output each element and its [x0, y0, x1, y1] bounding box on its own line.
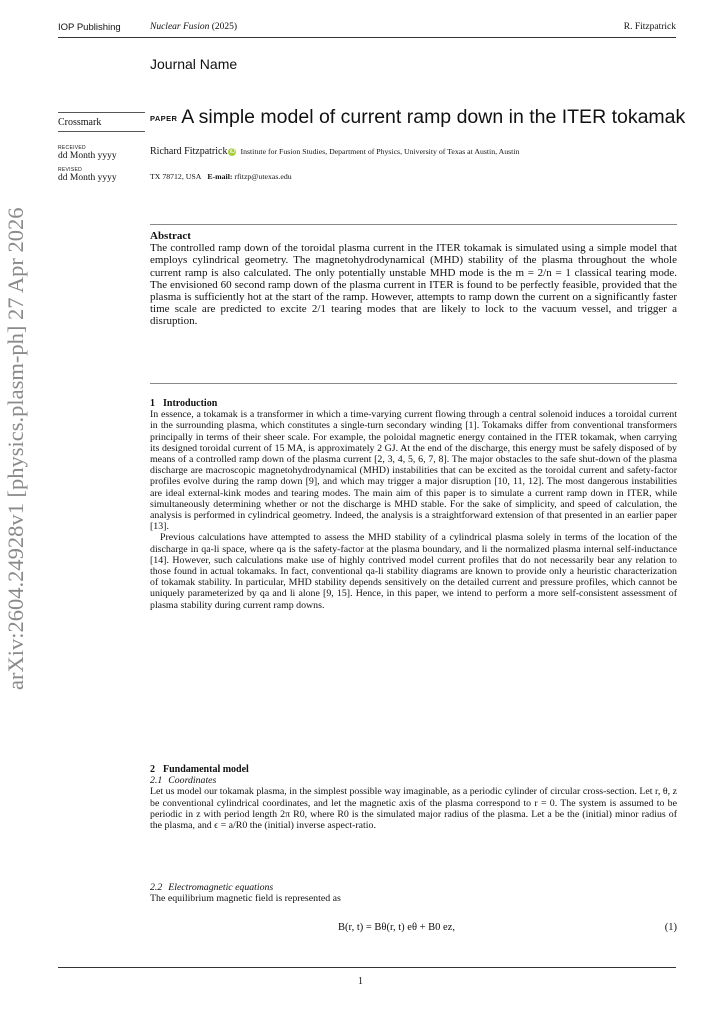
revised-date-block: [58, 168, 117, 183]
subsection-title: Electromagnetic equations: [168, 882, 274, 893]
publisher-name: IOP Publishing: [58, 22, 121, 33]
paper-title: A simple model of current ramp down in the ITER tokamak: [181, 106, 686, 128]
journal-name-text: Nuclear Fusion: [150, 22, 210, 32]
section-title: Introduction: [163, 398, 218, 409]
author-address: TX 78712, USA: [150, 172, 202, 181]
journal-title: [150, 22, 237, 32]
margin-rule-crossmark: [58, 131, 145, 132]
title-block: [150, 106, 690, 129]
equation-number: (1): [664, 922, 677, 933]
subsection-electromagnetic: [150, 882, 677, 904]
revised-date: dd Month yyyy: [58, 173, 117, 183]
section-fundamental-model: [150, 764, 677, 831]
running-header: [58, 22, 676, 36]
crossmark-link[interactable]: Crossmark: [58, 117, 102, 128]
author-email[interactable]: rfitzp@utexas.edu: [234, 172, 292, 181]
abstract-rule-bottom: [150, 383, 677, 384]
received-date-block: [58, 146, 117, 161]
abstract: [150, 230, 677, 328]
running-author: R. Fitzpatrick: [623, 22, 676, 32]
paragraph: Let us model our tokamak plasma, in the simplest possible way imaginable, as a periodic cylinder of circular cross-section. Let r, θ, z be conventional cylindrical coordinates, and let the magnetic axis of the plasma correspond to r = 0. The system is assumed to be periodic in z with period length 2π R0, where R0 is the simulated major radius of the plasma. Let a be the (initial) minor radius of the plasma, and ϵ = a/R0 the (initial) inverse aspect-ratio.: [150, 786, 677, 832]
author-name: Richard Fitzpatrick: [150, 146, 228, 157]
margin-rule-top: [58, 112, 145, 113]
received-date: dd Month yyyy: [58, 151, 117, 161]
paragraph: Previous calculations have attempted to assess the MHD stability of a cylindrical plasma solely in terms of the location of the discharge in qa-li space, where qa is the safety-factor at the plasma boundary, and li the normalized plasma internal self-inductance [14]. However, such calculations make use of highly contrived model current profiles that do not necessarily bear any relation to those found in actual tokamaks. In fact, conventional qa-li stability diagrams are known to provide only a heuristic characterization of tokamak stability. In particular, MHD stability depends sensitively on the detailed current and pressure profiles, which cannot be uniquely parameterized by qa and li alone [9, 15]. Hence, in this paper, we intend to perform a more self-consistent assessment of plasma stability during current ramp downs.: [150, 532, 677, 611]
arxiv-stamp-region: [3, 207, 34, 690]
section-heading: [150, 764, 677, 775]
subsection-title: Coordinates: [168, 775, 217, 787]
section-heading: [150, 398, 677, 409]
received-label: RECEIVED: [58, 145, 86, 151]
equation-body: B(r, t) = Bθ(r, t) eθ + B0 ez,: [338, 922, 455, 933]
section-number: 1: [150, 398, 155, 409]
subsection-heading: [150, 882, 677, 893]
author-line: [150, 146, 690, 157]
journal-year: (2025): [211, 22, 238, 32]
abstract-heading: Abstract: [150, 230, 191, 242]
affiliation-continued: [150, 172, 292, 181]
section-introduction: [150, 398, 677, 611]
email-label: E-mail:: [207, 172, 233, 181]
paragraph: The equilibrium magnetic field is represented as: [150, 893, 341, 905]
abstract-rule-top: [150, 224, 677, 225]
equation-1: [150, 922, 677, 936]
arxiv-identifier[interactable]: arXiv:2604.24928v1 [physics.plasm-ph] 27 Apr 2026: [3, 207, 28, 690]
subsection-number: 2.2: [150, 882, 163, 893]
orcid-icon[interactable]: iD: [229, 149, 236, 155]
revised-label: REVISED: [58, 167, 83, 173]
paper-type-tag: PAPER: [150, 114, 178, 123]
abstract-text: The controlled ramp down of the toroidal plasma current in the ITER tokamak is simulated using a simple model that employs cylindrical geometry. The magnetohydrodynamical (MHD) stability of the plasma throughout the whole current ramp is also calculated. The only potentially unstable MHD mode is the m = 2/n = 1 classical tearing mode. The envisioned 60 second ramp down of the plasma current in ITER is found to be perfectly feasible, provided that the plasma is sufficiently hot at the start of the ramp. However, attempts to ramp down the current on a significantly faster time scale are predicted to excite 2/1 tearing modes that are likely to lock to the vacuum vessel, and trigger a disruption.: [150, 242, 677, 328]
subsection-number: 2.1: [150, 775, 163, 787]
paragraph: In essence, a tokamak is a transformer in which a time-varying current flowing through a central solenoid induces a toroidal current in the surrounding plasma, which constitutes a single-turn secondary winding [1]. Tokamaks differ from conventional transformers principally in terms of their sheer scale. For example, the poloidal magnetic energy contained in the ITER tokamak, when carrying its designed toroidal current of 15 MA, is approximately 2 GJ. At the end of the discharge, this energy must be safely disposed of by means of a controlled ramp down of the plasma current [2, 3, 4, 5, 6, 7, 8]. The major obstacles to the safe shut-down of the plasma discharge are macroscopic magnetohydrodynamical (MHD) instabilities that can be excited as the toroidal current and safety-factor profiles evolve during the ramp down [9], and which may trigger a major disruption [10, 11, 12]. The most dangerous instabilities are ideal external-kink modes and tearing modes. The main aim of this paper is to simulate a current ramp down in ITER, while simultaneously determining whether or not the discharge is MHD stable. For the sake of simplicity, and speed of calculation, the analysis is performed in cylindrical geometry. Indeed, the analysis is a straightforward extension of that presented in an earlier paper [13].: [150, 409, 677, 533]
page-number: 1: [358, 976, 363, 987]
journal-name-heading: Journal Name: [150, 56, 238, 72]
header-rule: [58, 37, 676, 38]
section-number: 2: [150, 764, 155, 775]
section-title: Fundamental model: [163, 764, 249, 775]
footer-rule: [58, 967, 676, 968]
subsection-heading: [150, 775, 677, 786]
author-affiliation: Institute for Fusion Studies, Department of Physics, University of Texas at Austin, Austin: [240, 147, 520, 156]
